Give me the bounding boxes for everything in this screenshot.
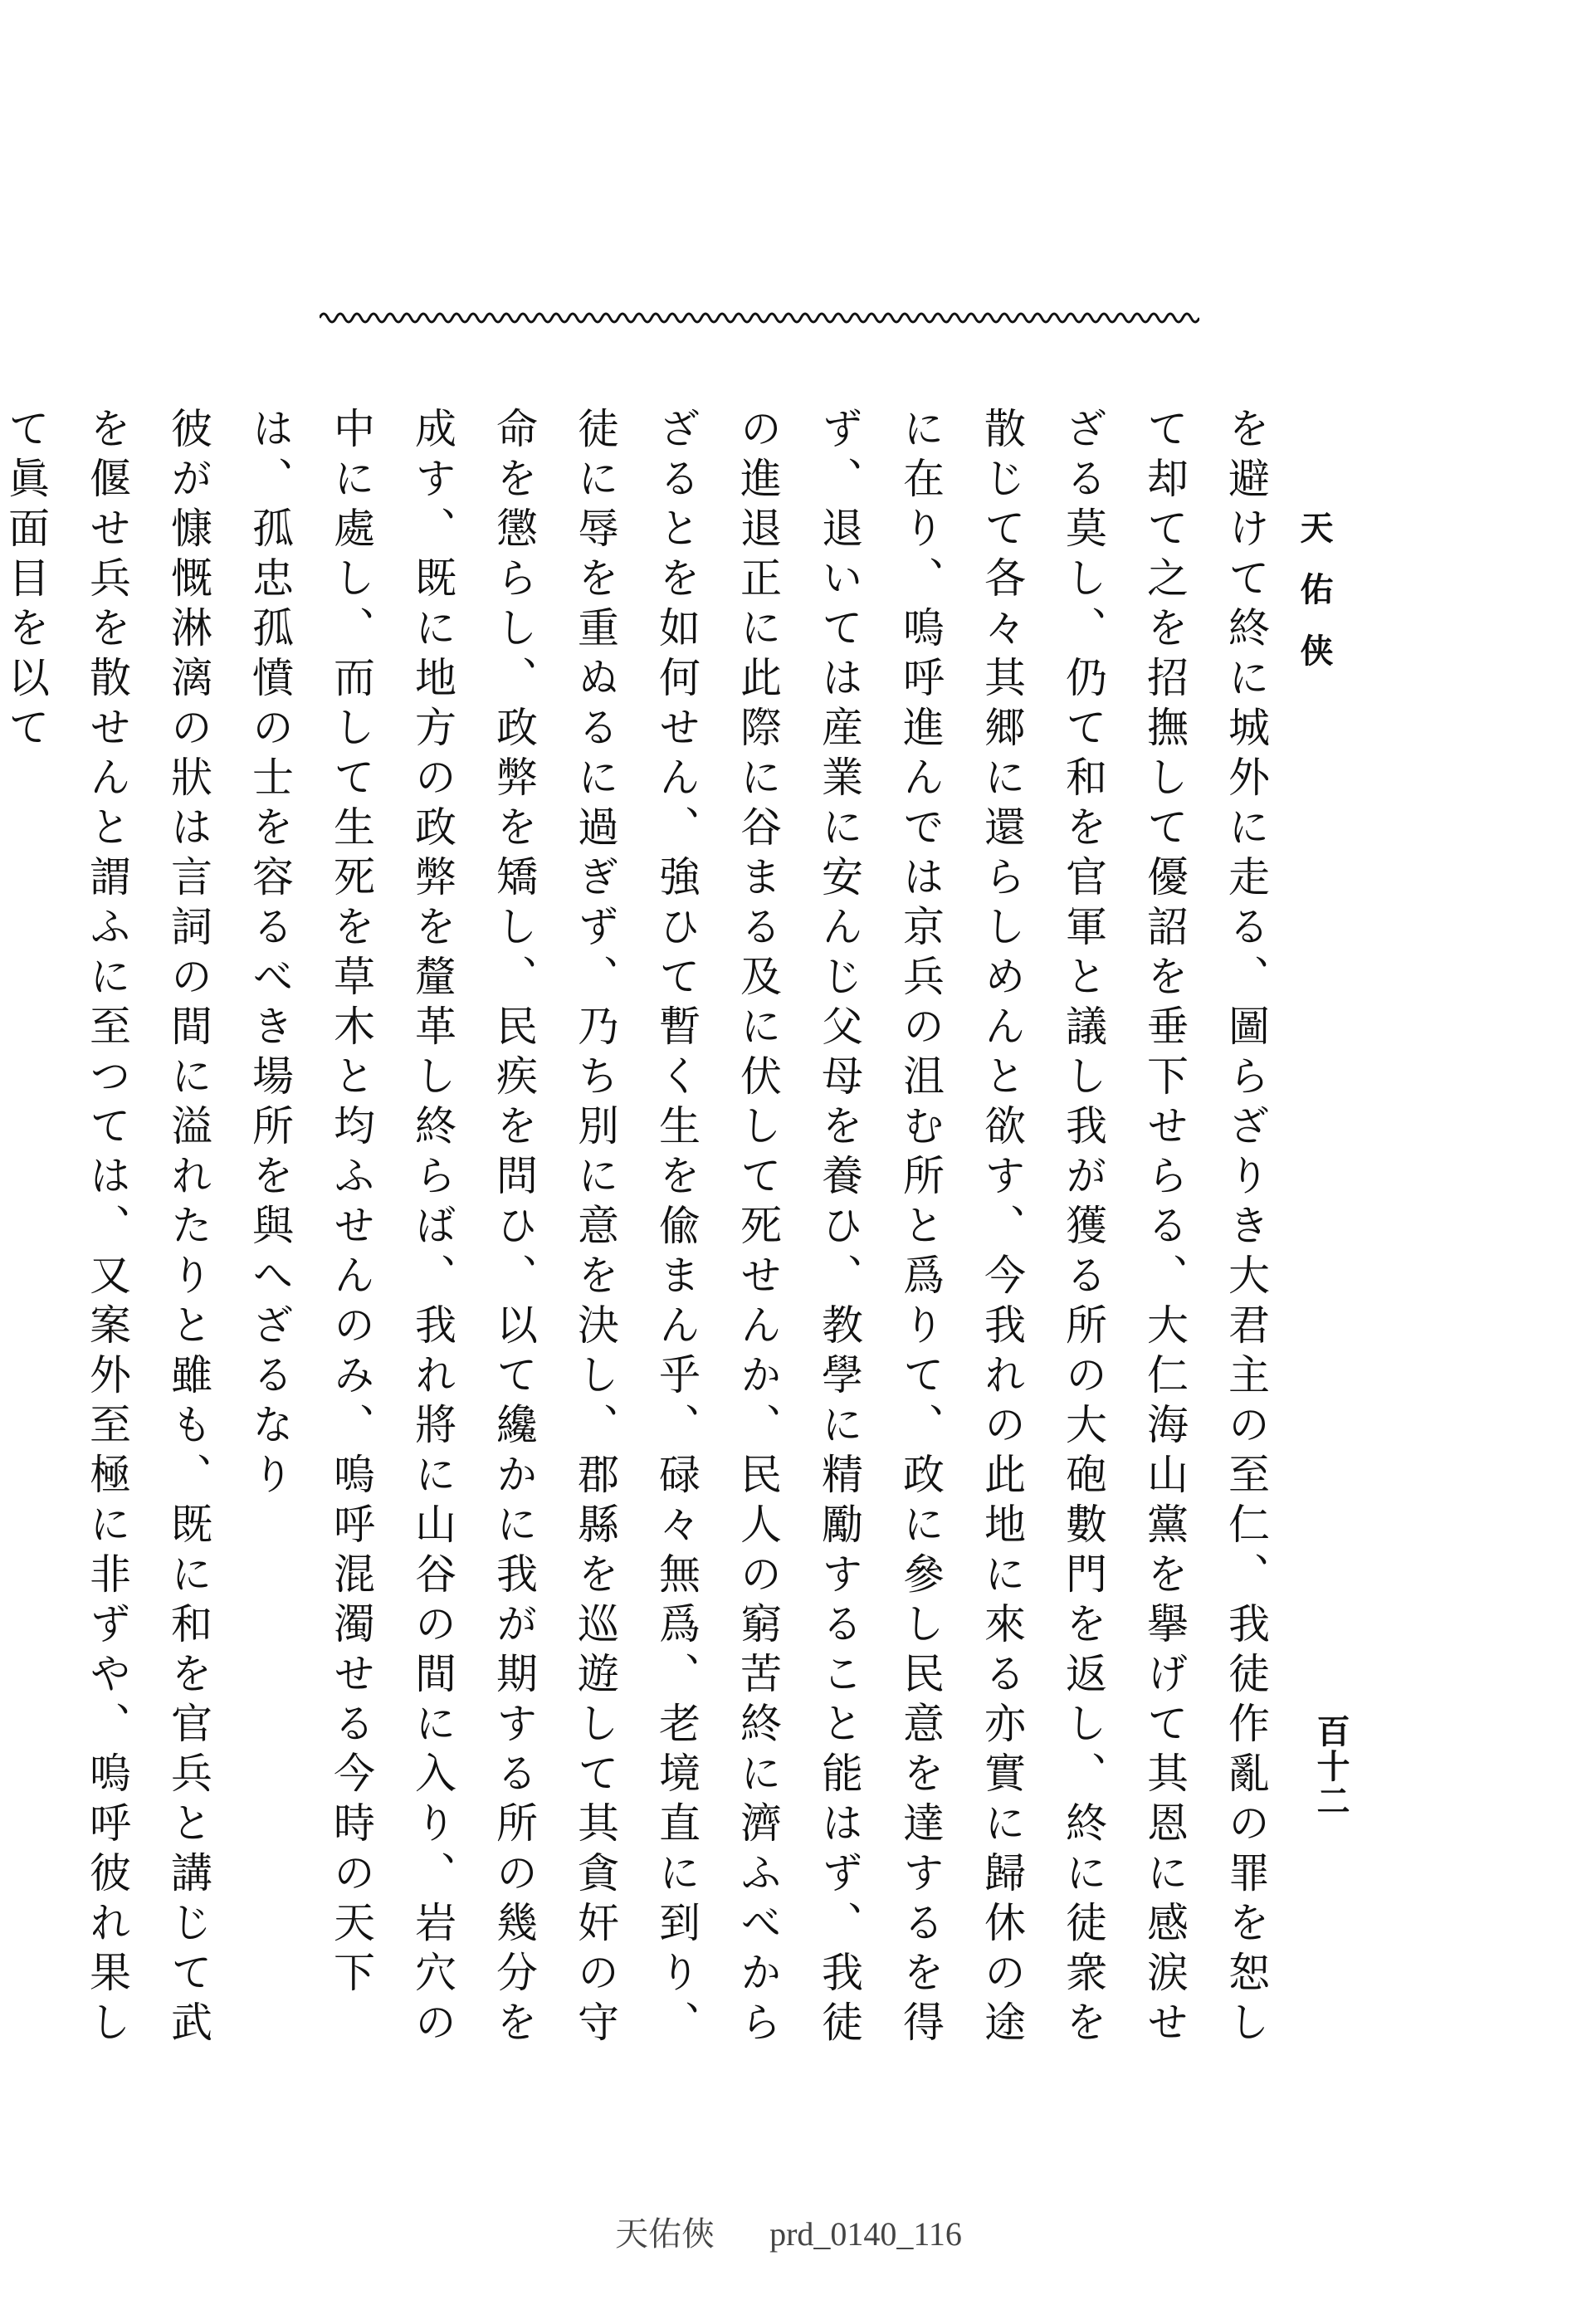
wavy-rule: [320, 305, 1199, 330]
footer-title: 天佑俠: [615, 2215, 715, 2253]
running-title: 天佑侠: [1295, 510, 1334, 695]
footer-code: prd_0140_116: [769, 2215, 962, 2253]
paragraph-1: を避けて終に城外に走る、圖らざりき大君主の至仁、我徒作亂の罪を恕して却て之を招撫して優詔を垂下せらる、大仁海山黨を擧げて其恩に感涙せざる莫し、仍て和を官軍と議し我が獲る所の大砲數門を返し、終に徒衆を散じて各々其郷に還らしめんと欲す、今我れの此地に來る亦實に歸休の途に在り、嗚呼進んでは京兵の沮む所と爲りて、政に參し民意を達するを得ず、退いては産業に安んじ父母を養ひ、教學に精勵すること能はず、我徒の進退正に此際に谷まる及に伏して死せんか、民人の窮苦終に濟ふべからざるとを如何せん、強ひて暫く生を偸まん乎、碌々無爲、老境直に到り、徒に辱を重ぬるに過ぎず、乃ち別に意を決し、郡縣を巡遊して其貪奸の守命を懲らし、政弊を矯し、民疾を問ひ、以て纔かに我が期する所の幾分を成す、既に地方の政弊を釐革し終らば、我れ將に山谷の間に入り、岩穴の中に處し、而して生死を草木と均ふせんのみ、嗚呼混濁せる今時の天下は、孤忠孤憤の士を容るべき場所を與へざるなり: [246, 407, 1270, 2050]
text-body: [2, 407, 1286, 2067]
footer: [0, 2208, 1577, 2255]
paragraph-2: 彼が慷慨淋漓の狀は言詞の間に溢れたりと雖も、既に和を官兵と講じて武を偃せ兵を散せんと謂ふに至つては、又案外至極に非ずや、嗚呼彼れ果して眞面目を以て: [2, 407, 212, 2050]
page-number: 百十二: [1311, 1714, 1350, 1819]
